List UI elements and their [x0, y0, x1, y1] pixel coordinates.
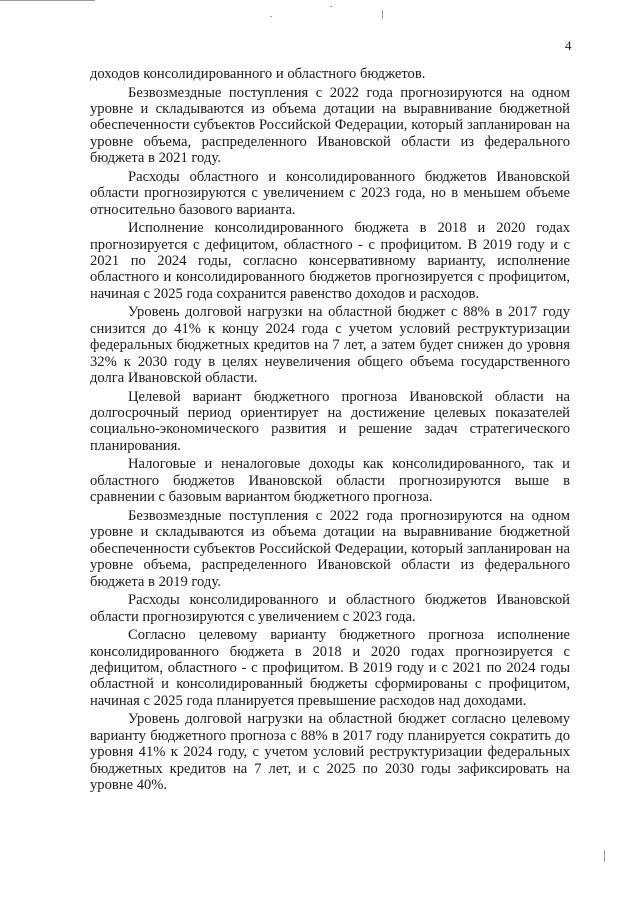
paragraph: Расходы областного и консолидированного бюджетов Ивановской области прогнозируются с увеличением с 2023 года, но в меньшем объеме относительно базового варианта. [90, 168, 570, 218]
document-body [90, 66, 570, 796]
paragraph: Расходы консолидированного и областного бюджетов Ивановской области прогнозируются с увеличением с 2023 года. [90, 592, 570, 625]
paragraph: Уровень долговой нагрузки на областной бюджет с 88% в 2017 году снизится до 41% к концу 2024 года с учетом условий реструктуризации федеральных бюджетных кредитов на 7 лет, а затем будет снижен до уровня 32% к 2030 году в целях неувеличения общего объема государственного долга Ивановской области. [90, 304, 570, 387]
paragraph: Безвозмездные поступления с 2022 года прогнозируются на одном уровне и складываются из объема дотации на выравнивание бюджетной обеспеченности субъектов Российской Федерации, который запланирован на уровне объема, распределенного Ивановской области из федерального бюджета в 2021 году. [90, 84, 570, 167]
scan-artifact-dot [330, 6, 332, 7]
paragraph: Уровень долговой нагрузки на областной бюджет согласно целевому варианту бюджетного прогноза с 88% в 2017 году планируется сократить до уровня 41% к 2024 году, с учетом условий реструктуризации федеральных бюджетных кредитов на 7 лет, и с 2025 по 2030 годы зафиксировать на уровне 40%. [90, 711, 570, 793]
page-number: 4 [565, 38, 572, 53]
scan-artifact-line [0, 0, 95, 1]
paragraph: Целевой вариант бюджетного прогноза Ивановской области на долгосрочный период ориентирует на достижение целевых показателей социально-экономического развития и решение задач стратегического планирования. [90, 388, 570, 454]
paragraph: Согласно целевому варианту бюджетного прогноза исполнение консолидированного бюджета в 2018 и 2020 годах прогнозируется с дефицитом, областного - с профицитом. В 2019 году и с 2021 по 2024 годы областной и консолидированный бюджеты сформированы с профицитом, начиная с 2025 года планируется превышение расходов над доходами. [90, 627, 570, 709]
paragraph: Исполнение консолидированного бюджета в 2018 и 2020 годах прогнозируется с дефицитом, областного - с профицитом. В 2019 году и с 2021 по 2024 годы, согласно консервативному варианту, исполнение областного и консолидированного бюджетов прогнозируется с профицитом, начиная с 2025 года сохранится равенство доходов и расходов. [90, 220, 570, 302]
paragraph: Безвозмездные поступления с 2022 года прогнозируются на одном уровне и складываются из объема дотации на выравнивание бюджетной обеспеченности субъектов Российской Федерации, который запланирован на уровне объема, распределенного Ивановской области из федерального бюджета в 2019 году. [90, 507, 570, 590]
paragraph: доходов консолидированного и областного бюджетов. [90, 66, 426, 82]
scan-artifact-tick [604, 850, 605, 862]
scan-artifact-dot [270, 16, 272, 17]
paragraph: Налоговые и неналоговые доходы как консолидированного, так и областного бюджетов Ивановской области прогнозируются выше в сравнении с базовым вариантом бюджетного прогноза. [90, 456, 570, 506]
scan-artifact-tick [382, 10, 383, 19]
